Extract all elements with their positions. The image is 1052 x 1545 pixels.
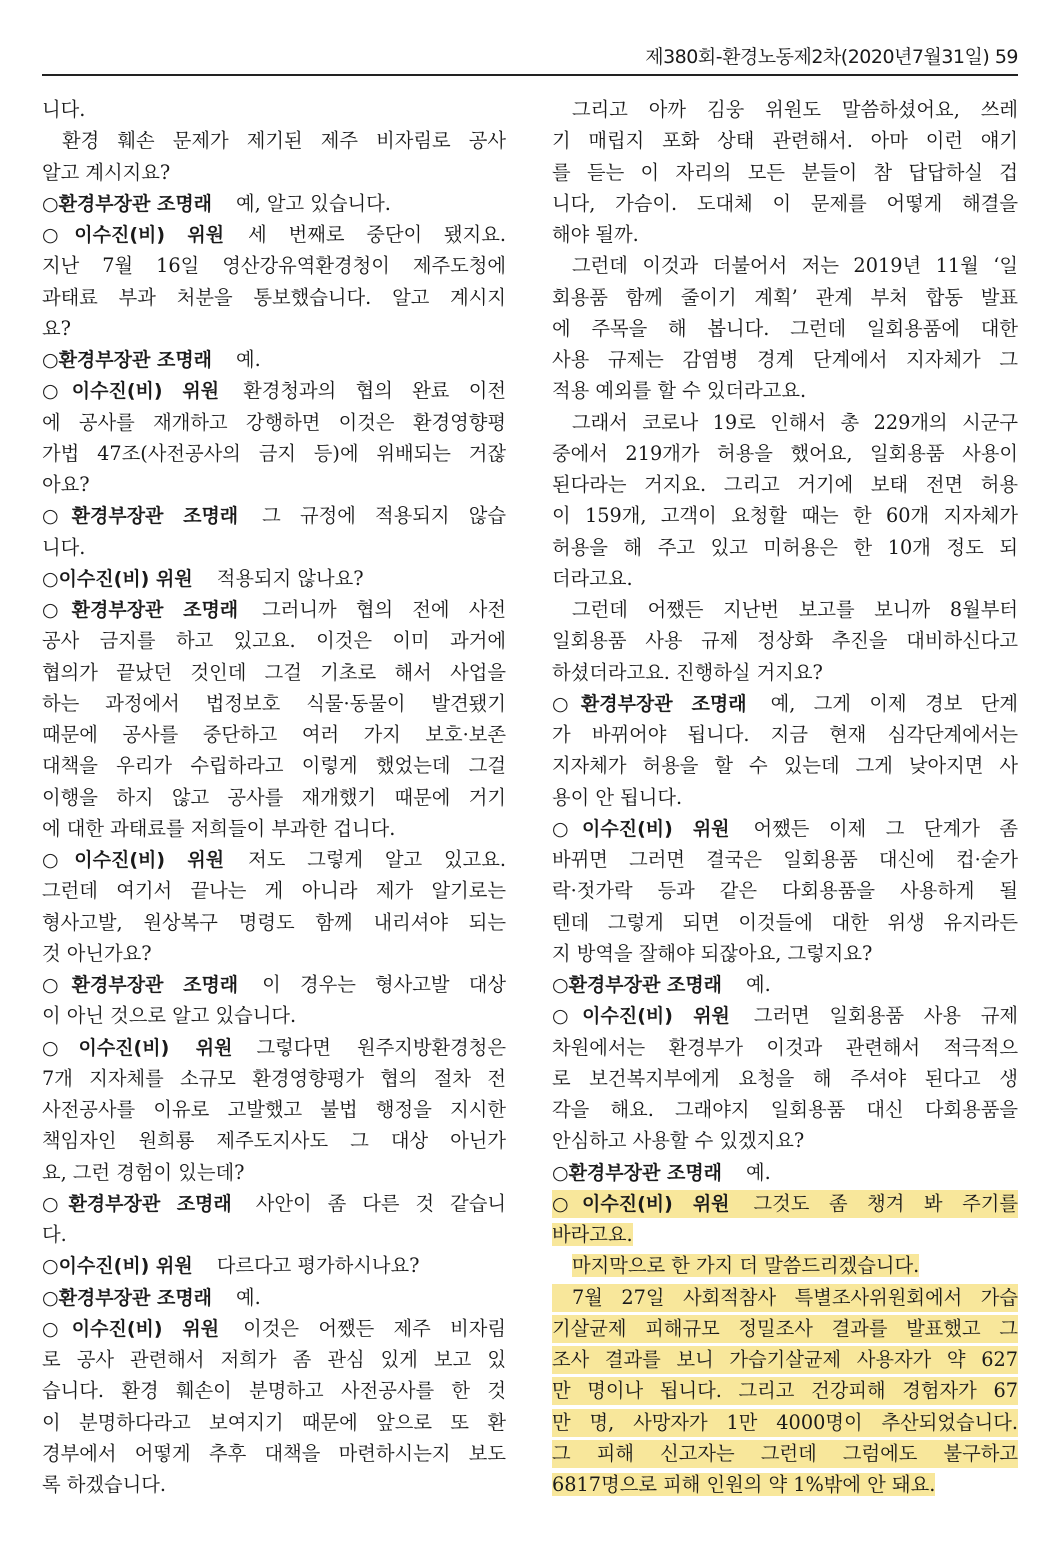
text-line (552, 1063, 1018, 1094)
line-text: 용이 안 됩니다. (552, 785, 683, 809)
speaker-line (42, 844, 506, 875)
text-line (552, 1094, 1018, 1125)
speaker-line (552, 688, 1018, 719)
speaker-label: ○환경부장관 조명래 (552, 974, 723, 996)
line-text: 그 규정에 적용되지 않습 (262, 504, 506, 528)
line-text: 다르다고 평가하시나요? (216, 1254, 420, 1278)
line-text: 어쨌든 이제 그 단계가 좀 (753, 816, 1018, 840)
line-text: 니다, 가슴이. 도대체 이 문제를 어떻게 해결을 (552, 191, 1018, 215)
text-line (552, 782, 1018, 813)
line-text: 만 명, 사망자가 1만 4000명이 추산되었습니다. (552, 1410, 1018, 1434)
line-text: 이 아닌 것으로 알고 있습니다. (42, 1004, 297, 1028)
line-text: 예. (236, 1285, 261, 1309)
speaker-label: ○이수진(비) 위원 (42, 567, 193, 590)
line-text: 이것은 어쨌든 제주 비자림 (243, 1316, 506, 1340)
speaker-label: ○환경부장관 조명래 (42, 192, 213, 215)
line-text: 과태료 부과 처분을 통보했습니다. 알고 계시지 (42, 285, 506, 309)
speaker-label: ○환경부장관 조명래 (42, 974, 239, 996)
speaker-line (42, 1250, 506, 1281)
text-line (42, 907, 506, 938)
left-column (42, 94, 506, 1500)
line-text: 예. (236, 348, 261, 371)
line-text: 습니다. 환경 훼손이 분명하고 사전공사를 한 것 (42, 1379, 506, 1403)
line-text: 그러면 일회용품 사용 규제 (753, 1004, 1018, 1028)
text-line (552, 750, 1018, 781)
speaker-line (42, 500, 506, 531)
line-text: 바라고요. (552, 1223, 633, 1246)
text-line (42, 1000, 506, 1031)
text-line (552, 407, 1018, 438)
line-text: 일회용품 사용 규제 정상화 추진을 대비하신다고 (552, 629, 1018, 653)
line-text: 환경청과의 협의 완료 이전 (243, 379, 506, 403)
text-line (42, 1407, 506, 1438)
line-text: 록 하겠습니다. (42, 1473, 167, 1496)
line-text: 락·젓가락 등과 같은 다회용품을 사용하게 될 (552, 879, 1018, 903)
text-line (42, 875, 506, 906)
line-text: 각을 해요. 그래야지 일회용품 대신 다회용품을 (552, 1098, 1018, 1121)
text-line (552, 1282, 1018, 1313)
line-text: 지 방역을 잘해야 되잖아요, 그렇지요? (552, 941, 873, 965)
line-text: 에 공사를 재개하고 강행하면 이것은 환경영향평 (42, 410, 506, 434)
line-text: 가 바뀌어야 됩니다. 지금 현재 심각단계에서는 (552, 723, 1018, 746)
line-text: 때문에 공사를 중단하고 여러 가지 보호·보존 (42, 723, 506, 746)
text-line (42, 719, 506, 750)
speaker-line (42, 1032, 506, 1063)
speaker-label: ○환경부장관 조명래 (552, 1161, 723, 1184)
text-line (42, 657, 506, 688)
line-text: 알고 계시지요? (42, 160, 171, 184)
speaker-line (42, 375, 506, 406)
speaker-label: ○이수진(비) 위원 (552, 1192, 730, 1215)
right-column (552, 94, 1018, 1500)
text-line (42, 282, 506, 313)
line-text: 만 명이나 됩니다. 그리고 건강피해 경험자가 67 (552, 1379, 1018, 1403)
line-text: 기 매립지 포화 상태 관련해서. 아마 이런 얘기 (552, 129, 1018, 153)
line-text: 로 공사 관련해서 저희가 좀 관심 있게 보고 있 (42, 1348, 506, 1371)
line-text: 6817명으로 피해 인원의 약 1%밖에 안 돼요. (552, 1473, 936, 1496)
speaker-line (552, 969, 1018, 1000)
text-line (42, 469, 506, 500)
line-text: 형사고발, 원상복구 명령도 함께 내리셔야 되는 (42, 910, 506, 934)
text-line (42, 407, 506, 438)
line-text: 그런데 어쨌든 지난번 보고를 보니까 8월부터 (572, 598, 1018, 621)
line-text: 대책을 우리가 수립하라고 이렇게 했었는데 그걸 (42, 754, 506, 778)
text-line (552, 719, 1018, 750)
speaker-label: ○이수진(비) 위원 (42, 380, 220, 403)
speaker-line (42, 969, 506, 1000)
text-line (552, 282, 1018, 313)
speaker-label: ○이수진(비) 위원 (42, 1255, 193, 1278)
text-line (552, 594, 1018, 625)
text-line (552, 1469, 1018, 1500)
text-line (552, 1438, 1018, 1469)
text-line (42, 1344, 506, 1375)
text-line (552, 188, 1018, 219)
line-text: 이 분명하다라고 보여지기 때문에 앞으로 또 환 (42, 1410, 506, 1434)
line-text: 세 번째로 중단이 됐지요. (248, 223, 506, 246)
line-text: 회용품 함께 줄이기 계획’ 관계 부처 합동 발표 (552, 285, 1018, 309)
speaker-line (552, 813, 1018, 844)
speaker-label: ○환경부장관 조명래 (42, 505, 239, 528)
line-text: 그리고 아까 김웅 위원도 말씀하셨어요, 쓰레 (572, 98, 1018, 121)
line-text: 하셨더라고요. 진행하실 거지요? (552, 660, 823, 684)
line-text: 예, 그게 이제 경보 단계 (770, 691, 1018, 715)
speaker-label: ○환경부장관 조명래 (42, 349, 213, 371)
text-line (42, 1375, 506, 1406)
text-line (42, 813, 506, 844)
speaker-label: ○이수진(비) 위원 (42, 1317, 220, 1340)
line-text: 이 경우는 형사고발 대상 (262, 973, 506, 996)
text-line (552, 1375, 1018, 1406)
header-session-info: 제380회-환경노동제2차(2020년7월31일) 59 (645, 46, 1018, 68)
line-text: 예. (746, 973, 771, 996)
text-line (552, 438, 1018, 469)
text-line (42, 938, 506, 969)
speaker-line (42, 1313, 506, 1344)
text-line (552, 250, 1018, 281)
text-line (42, 1094, 506, 1125)
text-line (42, 750, 506, 781)
text-line (552, 1125, 1018, 1156)
text-line (552, 625, 1018, 656)
line-text: 요, 그런 경험이 있는데? (42, 1160, 245, 1184)
line-text: 협의가 끝났던 것인데 그걸 기초로 해서 사업을 (42, 660, 506, 684)
speaker-line (552, 1000, 1018, 1031)
text-line (552, 157, 1018, 188)
line-text: 그런데 여기서 끝나는 게 아니라 제가 알기로는 (42, 879, 506, 903)
speaker-label: ○이수진(비) 위원 (42, 224, 225, 246)
line-text: 가법 47조(사전공사의 금지 등)에 위배되는 거잖 (42, 441, 506, 465)
speaker-label: ○환경부장관 조명래 (552, 692, 747, 715)
speaker-label: ○환경부장관 조명래 (42, 599, 239, 621)
line-text: 더라고요. (552, 566, 633, 590)
page-header (42, 36, 1018, 76)
text-line (552, 1313, 1018, 1344)
speaker-label: ○이수진(비) 위원 (552, 1005, 730, 1028)
line-text: 그것도 좀 챙겨 봐 주기를 (753, 1191, 1018, 1215)
text-line (42, 625, 506, 656)
line-text: 사전공사를 이유로 고발했고 불법 행정을 지시한 (42, 1098, 506, 1121)
line-text: 로 보건복지부에게 요청을 해 주셔야 된다고 생 (552, 1066, 1018, 1090)
text-line (42, 1157, 506, 1188)
line-text: 경부에서 어떻게 추후 대책을 마련하시는지 보도 (42, 1441, 506, 1465)
line-text: 예. (746, 1160, 771, 1184)
line-text: 것 아닌가요? (42, 941, 152, 965)
speaker-line (42, 563, 506, 594)
line-text: 에 대한 과태료를 저희들이 부과한 겁니다. (42, 816, 396, 840)
speaker-line (42, 344, 506, 375)
line-text: 이 159개, 고객이 요청할 때는 한 60개 지자체가 (552, 504, 1018, 528)
line-text: 7개 지자체를 소규모 환경영향평가 협의 절차 전 (42, 1066, 506, 1090)
text-line (552, 1032, 1018, 1063)
speaker-line (42, 1282, 506, 1313)
line-text: 적용되지 않나요? (216, 566, 364, 590)
text-line (552, 532, 1018, 563)
text-line (42, 313, 506, 344)
line-text: 된다라는 거지요. 그리고 거기에 보태 전면 허용 (552, 473, 1018, 496)
line-text: 니다. (42, 98, 86, 121)
line-text: 마지막으로 한 가지 더 말씀드리겠습니다. (572, 1254, 920, 1278)
text-line (42, 1125, 506, 1156)
text-line (552, 1407, 1018, 1438)
text-line (552, 313, 1018, 344)
text-line (552, 125, 1018, 156)
text-line (42, 532, 506, 563)
text-line (552, 1250, 1018, 1281)
speaker-line (42, 219, 506, 250)
speaker-line (42, 188, 506, 219)
line-text: 지난 7월 16일 영산강유역환경청이 제주도청에 (42, 254, 506, 278)
speaker-line (552, 1157, 1018, 1188)
line-text: 그런데 이것과 더불어서 저는 2019년 11월 ‘일 (572, 254, 1018, 278)
speaker-label: ○이수진(비) 위원 (42, 1036, 233, 1059)
text-line (552, 344, 1018, 375)
text-line (552, 875, 1018, 906)
line-text: 공사 금지를 하고 있고요. 이것은 이미 과거에 (42, 629, 506, 653)
line-text: 지자체가 허용을 할 수 있는데 그게 낮아지면 사 (552, 754, 1018, 778)
text-line (42, 1438, 506, 1469)
line-text: 적용 예외를 할 수 있더라고요. (552, 379, 807, 403)
line-text: 저도 그렇게 알고 있고요. (248, 848, 506, 871)
speaker-label: ○이수진(비) 위원 (552, 817, 730, 840)
speaker-label: ○이수진(비) 위원 (42, 849, 225, 871)
text-line (42, 1219, 506, 1250)
line-text: 텐데 그렇게 되면 이것들에 대한 위생 유지라든 (552, 910, 1018, 934)
speaker-line (42, 594, 506, 625)
text-line (42, 438, 506, 469)
line-text: 사안이 좀 다른 것 같습니 (255, 1191, 506, 1215)
line-text: 하는 과정에서 법정보호 식물·동물이 발견됐기 (42, 691, 506, 715)
text-line (552, 563, 1018, 594)
text-line (552, 1344, 1018, 1375)
line-text: 그러니까 협의 전에 사전 (262, 598, 506, 621)
line-text: 니다. (42, 535, 86, 559)
text-line (552, 500, 1018, 531)
line-text: 허용을 해 주고 있고 미허용은 한 10개 정도 되 (552, 535, 1018, 559)
text-line (42, 94, 506, 125)
text-line (42, 1063, 506, 1094)
line-text: 7월 27일 사회적참사 특별조사위원회에서 가습 (572, 1285, 1018, 1309)
text-line (42, 157, 506, 188)
text-line (42, 125, 506, 156)
text-line (552, 469, 1018, 500)
speaker-label: ○환경부장관 조명래 (42, 1192, 232, 1215)
line-text: 바뀌면 그러면 결국은 일회용품 대신에 컵·숟가 (552, 848, 1018, 871)
line-text: 차원에서는 환경부가 이것과 관련해서 적극적으 (552, 1035, 1018, 1059)
line-text: 환경 훼손 문제가 제기된 제주 비자림로 공사 (62, 129, 506, 153)
line-text: 기살균제 피해규모 정밀조사 결과를 발표했고 그 (552, 1316, 1018, 1340)
text-line (42, 1469, 506, 1500)
line-text: 책임자인 원희룡 제주도지사도 그 대상 아닌가 (42, 1129, 506, 1153)
text-line (552, 1219, 1018, 1250)
speaker-label: ○환경부장관 조명래 (42, 1286, 213, 1309)
line-text: 사용 규제는 감염병 경계 단계에서 지자체가 그 (552, 348, 1018, 371)
line-text: 를 듣는 이 자리의 모든 분들이 참 답답하실 겁 (552, 160, 1018, 184)
line-text: 그 피해 신고자는 그런데 그럼에도 불구하고 (552, 1441, 1018, 1465)
line-text: 중에서 219개가 허용을 했어요, 일회용품 사용이 (552, 441, 1018, 465)
line-text: 안심하고 사용할 수 있겠지요? (552, 1129, 805, 1153)
text-line (552, 375, 1018, 406)
text-line (552, 657, 1018, 688)
line-text: 그래서 코로나 19로 인해서 총 229개의 시군구 (572, 410, 1018, 434)
text-line (552, 219, 1018, 250)
speaker-line (552, 1188, 1018, 1219)
line-text: 예, 알고 있습니다. (236, 191, 391, 215)
text-line (552, 844, 1018, 875)
text-line (42, 782, 506, 813)
speaker-line (42, 1188, 506, 1219)
line-text: 요? (42, 316, 71, 340)
text-line (42, 688, 506, 719)
line-text: 그렇다면 원주지방환경청은 (256, 1035, 506, 1059)
text-line (552, 94, 1018, 125)
line-text: 아요? (42, 473, 90, 496)
line-text: 에 주목을 해 봅니다. 그런데 일회용품에 대한 (552, 316, 1018, 340)
text-line (42, 250, 506, 281)
line-text: 다. (42, 1223, 67, 1246)
line-text: 조사 결과를 보니 가습기살균제 사용자가 약 627 (552, 1348, 1018, 1371)
line-text: 해야 될까. (552, 223, 639, 246)
text-line (552, 938, 1018, 969)
line-text: 이행을 하지 않고 공사를 재개했기 때문에 거기 (42, 785, 506, 809)
text-line (552, 907, 1018, 938)
